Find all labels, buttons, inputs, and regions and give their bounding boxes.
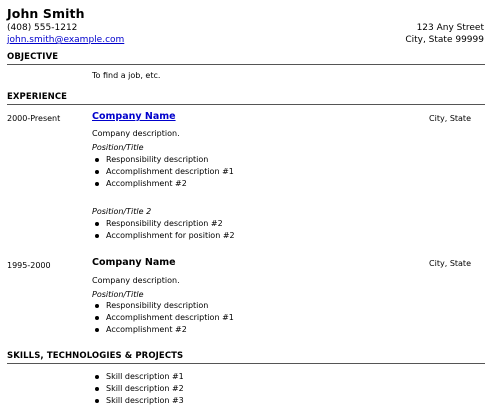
list-item: Skill description #2 (92, 383, 184, 395)
list-item: Accomplishment for position #2 (92, 230, 235, 242)
job-location: City, State (429, 114, 471, 123)
bullet-icon (95, 182, 99, 186)
company-name-link[interactable]: Company Name (92, 111, 176, 122)
list-item: Responsibility description (92, 300, 234, 312)
address-block (405, 22, 484, 46)
bullet-icon (95, 375, 99, 379)
skills-heading: SKILLS, TECHNOLOGIES & PROJECTS (7, 351, 184, 361)
company-description: Company description. (92, 129, 180, 138)
contact-left (7, 22, 124, 46)
job-dates: 2000-Present (7, 114, 61, 123)
list-item: Accomplishment #2 (92, 178, 234, 190)
objective-divider (7, 64, 485, 65)
email-link[interactable]: john.smith@example.com (7, 35, 125, 45)
bullet-icon (95, 387, 99, 391)
bullet-icon (95, 158, 99, 162)
position-title: Position/Title (92, 143, 144, 152)
position-bullet-list (92, 218, 235, 242)
skills-divider (7, 363, 485, 364)
list-item: Skill description #3 (92, 395, 184, 407)
objective-heading: OBJECTIVE (7, 52, 59, 62)
bullet-icon (95, 170, 99, 174)
objective-text: To find a job, etc. (92, 71, 161, 80)
bullet-icon (95, 328, 99, 332)
phone-number: (408) 555-1212 (7, 23, 78, 33)
company-name: Company Name (92, 257, 176, 268)
list-item: Responsibility description #2 (92, 218, 235, 230)
bullet-icon (95, 222, 99, 226)
skills-bullet-list (92, 371, 184, 407)
bullet-icon (95, 304, 99, 308)
bullet-icon (95, 399, 99, 403)
address-line-2: City, State 99999 (405, 35, 484, 45)
company-description: Company description. (92, 276, 180, 285)
job-dates: 1995-2000 (7, 261, 51, 270)
address-line-1: 123 Any Street (416, 23, 484, 33)
position-bullet-list (92, 154, 234, 190)
experience-heading: EXPERIENCE (7, 92, 68, 102)
bullet-icon (95, 316, 99, 320)
applicant-name: John Smith (7, 6, 85, 21)
bullet-icon (95, 234, 99, 238)
position-title: Position/Title (92, 290, 144, 299)
list-item: Responsibility description (92, 154, 234, 166)
position-bullet-list (92, 300, 234, 336)
list-item: Accomplishment #2 (92, 324, 234, 336)
list-item: Skill description #1 (92, 371, 184, 383)
list-item: Accomplishment description #1 (92, 312, 234, 324)
position-title: Position/Title 2 (92, 207, 152, 216)
job-location: City, State (429, 259, 471, 268)
list-item: Accomplishment description #1 (92, 166, 234, 178)
experience-divider (7, 104, 485, 105)
